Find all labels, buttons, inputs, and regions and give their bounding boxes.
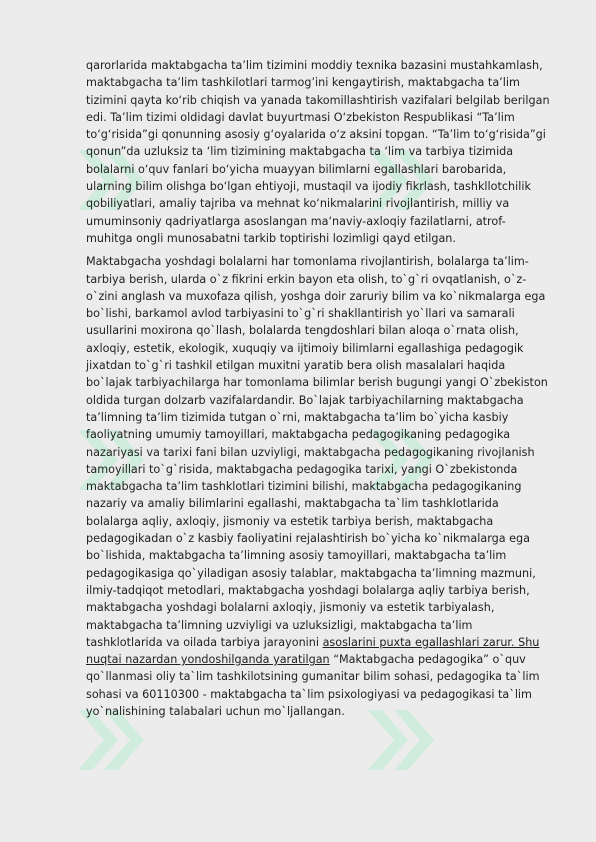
document-body — [86, 57, 552, 726]
paragraph-2 — [86, 253, 552, 720]
paragraph-2-main: Maktabgacha yoshdagi bolalarni har tomonlama rivojlantirish, bolalarga ta’lim-tarbiya berish, ularda o`z fikrini erkin bayon eta olish, to`g`ri ovqatlanish, o`z-o`zini anglash va muxofaza qilish, yoshga doir zaruriy bilim va ko`nikmalarga ega bo`lishi, barkamol avlod tarbiyasini to`g`ri shakllantirish yo`llari va samarali usullarini moxirona qo`llash, bolalarda tengdoshlari bilan aloqa o`rnata olish, axloqiy, estetik, ekologik, xuquqiy va ijtimoiy bilimlarni egallashiga pedagogik jixatdan to`g`ri tashkil etilgan muxitni yaratib bera olish masalalari haqida bo`lajak tarbiyachilarga har tomonlama bilimlar berish bugungi yangi O`zbekiston oldida turgan dolzarb vazifalardandir. Bo`lajak tarbiyachilarning maktabgacha ta’limning ta’lim tizimida tutgan o`rni, maktabgacha ta’lim bo`yicha kasbiy faoliyatning umumiy tamoyillari, maktabgacha pedagogikaning pedagogika nazariyasi va tarixi fani bilan uzviyligi, maktabgacha pedagogikaning rivojlanish tamoyillari to`g`risida, maktabgacha pedagogika tarixi, yangi O`zbekistonda maktabgacha ta’lim tashklotlari tizimini bilishi, maktabgacha pedagogikaning nazariy va amaliy bilimlarini egallashi, maktabgacha ta`lim tashklotlarida bolalarga aqliy, axloqiy, jismoniy va estetik tarbiya berish, maktabgacha pedagogikadan o`z kasbiy faoliyatini rejalashtirish bo`yicha ko`nikmalarga ega bo`lishida, maktabgacha ta’limning asosiy tamoyillari, maktabgacha ta’lim pedagogikasiga qo`yiladigan asosiy talablar, maktabgacha ta’limning mazmuni, ilmiy-tadqiqot metodlari, maktabgacha yoshdagi bolalarga aqliy tarbiya berish, maktabgacha yoshdagi bolalarni axloqiy, jismoniy va estetik tarbiyalash, maktabgacha ta’limning uzviyligi va uzluksizligi, maktabgacha ta’lim tashklotlarida va oilada tarbiya jarayonini — [86, 255, 548, 649]
paragraph-2-tail: “Maktabgacha pedagogika” o`quv qo`llanmasi oliy ta`lim tashkilotsining gumanitar bilim sohasi, pedagogika ta`lim sohasi va 60110300 - maktabgacha ta`lim psixologiyasi va pedagogikasi ta`lim yo`nalishining talabalari uchun mo`ljallangan. — [86, 653, 540, 718]
paragraph-1: qarorlarida maktabgacha ta’lim tizimini moddiy texnika bazasini mustahkamlash, maktabgacha ta’lim tashkilotlari tarmog’ini kengaytirish, maktabgacha ta’lim tizimini qayta ko‘rib chiqish va yanada takomillashtirish vazifalari belgilab berilgan edi. Ta’lim tizimi oldidagi davlat buyurtmasi O‘zbekiston Respublikasi “Ta’lim to‘g‘risida”gi qonunning asosiy g‘oyalarida o‘z aksini topgan. “Ta’lim to‘g‘risida”gi qonun”da uzluksiz ta ‘lim tizimining maktabgacha ta ‘lim va tarbiya tizimida bolalarni o‘quv fanlari bo‘yicha muayyan bilimlarni egallashlari barobarida, ularning bilim olishga bo‘lgan ehtiyoji, mustaqil va ijodiy fikrlash, tashkllotchilik qobiliyatlari, amaliy tajriba va mehnat ko‘nikmalarini rivojlantirish, milliy va umuminsoniy qadriyatlarga asoslangan ma‘naviy-axloqiy fazilatlarni, atrof-muhitga ongli munosabatni tarkib toptirishi lozimligi qayd etilgan. — [86, 59, 550, 245]
paragraph-2-underlined: asoslarini puxta egallashlari zarur. Shu nuqtai nazardan yondoshilganda yaratilgan — [86, 635, 540, 667]
